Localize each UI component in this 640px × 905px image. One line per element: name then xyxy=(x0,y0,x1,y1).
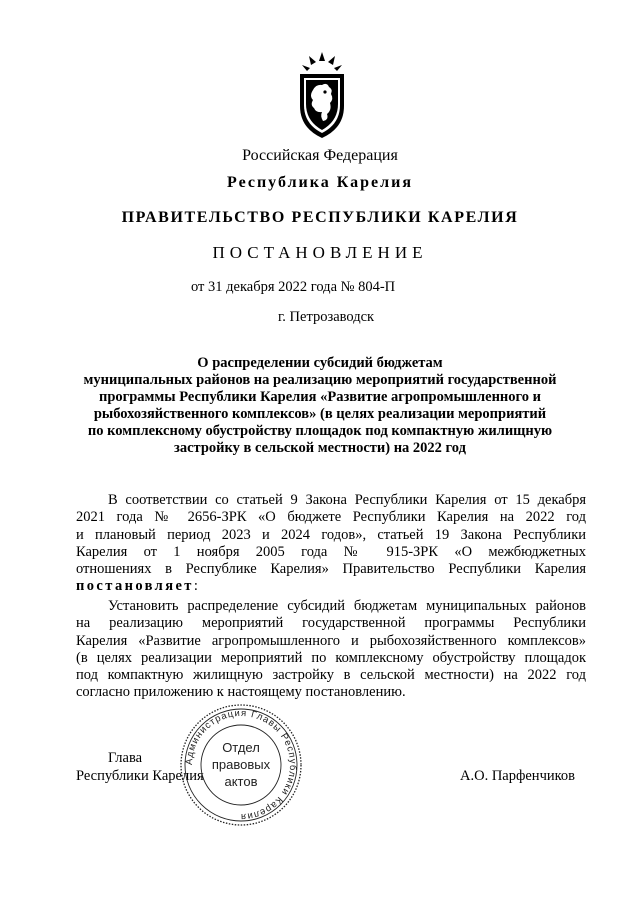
body-line: и плановый период 2023 и 2024 годов», статьей 19 Закона Республики xyxy=(76,526,586,543)
subject-line: по комплексному обустройству площадок под компактную жилищную xyxy=(87,423,553,439)
body-line: согласно приложению к настоящему постановлению. xyxy=(76,684,406,701)
resolves-word: постановляет xyxy=(76,578,194,595)
stamp-seal xyxy=(178,702,304,828)
country-name: Российская Федерация xyxy=(242,147,398,164)
paragraph-preamble xyxy=(76,492,586,596)
body-line: под компактную жилищную застройку в сельской местности) на 2022 год xyxy=(76,667,586,684)
republic-name: Республика Карелия xyxy=(227,174,413,191)
signatory-name: А.О. Парфенчиков xyxy=(460,768,576,784)
body-line: отношениях в Республике Карелия» Правительство Республики Карелия xyxy=(76,561,586,578)
subject-line: О распределении субсидий бюджетам xyxy=(197,355,443,371)
signatory-title: Глава xyxy=(108,750,143,766)
stamp-center-line: актов xyxy=(224,774,258,789)
stamp-center-line: Отдел xyxy=(222,740,260,755)
body-line: на реализацию мероприятий государственной программы Республики xyxy=(76,615,586,632)
karelia-coat-of-arms-icon xyxy=(296,50,348,140)
resolves-line xyxy=(76,578,586,595)
paragraph-decision xyxy=(76,598,586,702)
government-title: ПРАВИТЕЛЬСТВО РЕСПУБЛИКИ КАРЕЛИЯ xyxy=(121,209,519,226)
resolves-colon: : xyxy=(193,578,198,595)
body-line: Установить распределение субсидий бюджетам муниципальных районов xyxy=(108,598,586,614)
city: г. Петрозаводск xyxy=(278,309,375,325)
subject-line: застройку в сельской местности) на 2022 год xyxy=(174,440,466,456)
body-line: В соответствии со статьей 9 Закона Республики Карелия от 15 декабря xyxy=(108,492,586,508)
stamp-center-line: правовых xyxy=(211,757,271,772)
body-line: (в целях реализации мероприятий по комплексному обустройству площадок xyxy=(76,649,586,666)
document-subject xyxy=(64,355,576,457)
document-type: ПОСТАНОВЛЕНИЕ xyxy=(212,243,428,262)
body-line: Карелия от 1 ноября 2005 года № 915-ЗРК «О межбюджетных xyxy=(76,543,586,560)
stamp-ring-text: Администрация Главы Республики Карелия xyxy=(183,707,299,823)
subject-line: программы Республики Карелия «Развитие агропромышленного и xyxy=(98,389,541,405)
signatory-republic: Республики Карелия xyxy=(76,768,204,784)
subject-line: рыбохозяйственного комплексов» (в целях реализации мероприятий xyxy=(93,406,547,422)
subject-line: муниципальных районов на реализацию мероприятий государственной xyxy=(83,372,557,388)
body-line: Карелия «Развитие агропромышленного и рыбохозяйственного комплексов» xyxy=(76,632,586,649)
date-and-number: от 31 декабря 2022 года № 804-П xyxy=(191,279,396,295)
body-line: 2021 года № 2656-ЗРК «О бюджете Республики Карелия на 2022 год xyxy=(76,509,586,526)
